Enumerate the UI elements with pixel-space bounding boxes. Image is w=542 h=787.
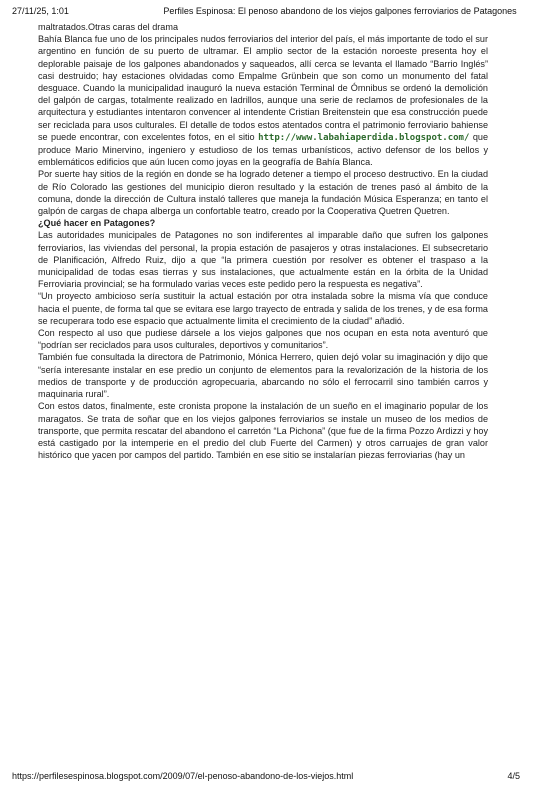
article-text: que produce Mario Minervino, ingeniero y estudioso de los temas urbanísticos, activo defensor de los bellos y emblemáticos edificios que aún lucen como joyas en la geografía de Bahía Blanca. xyxy=(38,131,489,168)
blog-link[interactable]: http://www.labahiaperdida.blogspot.com/ xyxy=(258,132,470,143)
article-paragraph xyxy=(38,33,488,168)
article-body xyxy=(38,21,488,461)
print-page-title: Perfiles Espinosa: El penoso abandono de los viejos galpones ferroviarios de Patagones xyxy=(163,6,517,16)
article-paragraph: Con respecto al uso que pudiese dársele a los viejos galpones que nos ocupan en esta nota aventuró que “podrían ser reciclados para usos culturales, deportivos y comunitarios”. xyxy=(38,328,488,351)
page-number: 4/5 xyxy=(507,771,520,781)
article-paragraph: Con estos datos, finalmente, este cronista propone la instalación de un sueño en el imaginario popular de los maragatos. Se trata de soñar que en los viejos galpones ferroviarios se instale un museo de los medios de transporte, que permita rescatar del abandono el carretón “La Pichona” (que fue de la firma Pozzo Ardizzi y hoy está castigado por la intemperie en el predio del club Fuerte del Carmen) y otros carruajes de gran valor histórico que yacen por campos del partido. También en ese sitio se instalarían piezas ferroviarias (hay un xyxy=(38,401,488,461)
article-paragraph: Las autoridades municipales de Patagones no son indiferentes al imparable daño que sufren los galpones ferroviarios, las viviendas del personal, la propia estación de pasajeros y otras instalaciones. El subsecretario de Planificación, Alfredo Ruiz, dijo a que “la primera cuestión por resolver es obtener el traspaso a la municipalidad de todas esas tierras y sus instalaciones, que actualmente están en la órbita de la Unidad Ferroviaria provincial; se ha formulado varias veces este pedido pero la respuesta es negativa”. xyxy=(38,230,488,290)
article-paragraph: También fue consultada la directora de Patrimonio, Mónica Herrero, quien dejó volar su imaginación y dijo que “sería interesante instalar en ese predio un conjunto de elementos para la revalorización de la historia de los medios de transporte y de producción agropecuaria, abarcando no sólo el ferrocarril sino también carros y maquinaria rural”. xyxy=(38,352,488,400)
print-url: https://perfilesespinosa.blogspot.com/2009/07/el-penoso-abandono-de-los-viejos.html xyxy=(12,771,354,781)
article-paragraph: “Un proyecto ambicioso sería sustituir la actual estación por otra instalada sobre la misma vía que conduce hacia el puente, de forma tal que se evitara ese largo trayecto de entrada y salida de los trenes, y de esa forma se recuperara todo ese espacio que actualmente limita el crecimiento de la ciudad” añadió. xyxy=(38,291,488,326)
article-text: Bahía Blanca fue uno de los principales nudos ferroviarios del interior del país, el más importante de todo el sur argentino en función de su puerto de ultramar. El amplio sector de la estación noroeste presenta hoy el deplorable paisaje de los galpones abandonados y saqueados, allí cerca se levanta el llamado “Barrio Inglés” casi destruido; hay estaciones olvidadas como Empalme Grünbein que son como un monumento del fatal desguace. Cuando la municipalidad inauguró la nueva estación Terminal de Ómnibus se ordenó la demolición del galpón de cargas, totalmente realizado en ladrillos, aunque una serie de reclamos de profesionales de la arquitectura y estudiantes intentaron convencer al intendente Cristian Breitenstein que esa construcción puede ser reciclada para usos culturales. El detalle de todos estos atentados contra el patrimonio ferroviario bahiense se puede encontrar, con excelentes fotos, en el sitio xyxy=(38,34,488,142)
article-paragraph: maltratados.Otras caras del drama xyxy=(38,22,178,32)
print-datetime: 27/11/25, 1:01 xyxy=(12,6,69,16)
section-heading: ¿Qué hacer en Patagones? xyxy=(38,218,156,229)
article-paragraph: Por suerte hay sitios de la región en donde se ha logrado detener a tiempo el proceso destructivo. En la ciudad de Río Colorado las gestiones del municipio dieron resultado y la estación de trenes pasó al ámbito de la comuna, donde la dirección de Cultura instaló talleres que maneja la fundación Música Esperanza; en tanto el galpón de cargas de chapa alberga un confortable teatro, creado por la Cooperativa Quetren Quetren. xyxy=(38,169,488,217)
